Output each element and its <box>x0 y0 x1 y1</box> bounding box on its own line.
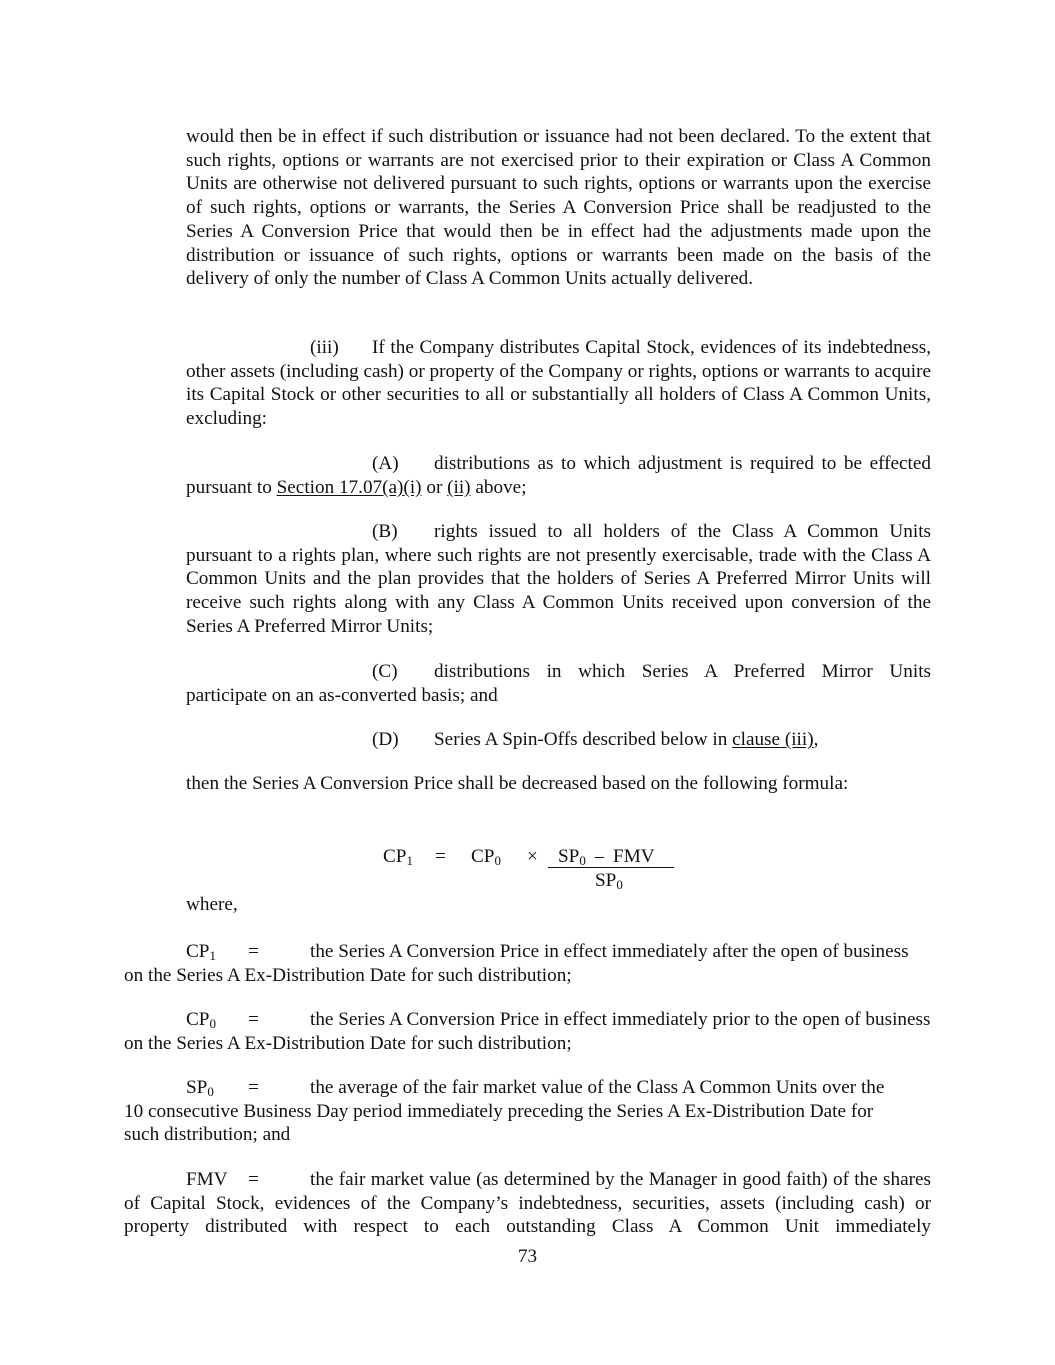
clause-text-a-3: above; <box>470 476 527 498</box>
clause-text-c: distributions in which Series A Preferred Mirror Units participate on an as-converted basis; and <box>186 661 931 706</box>
formula-numerator: $SP_0$ – FMV <box>558 846 655 868</box>
formula-equals: = <box>435 846 446 867</box>
definition-fmv <box>124 1168 931 1239</box>
def-eq-sp0: = <box>248 1077 259 1098</box>
formula-fraction-bar <box>548 867 674 868</box>
formula-times: × <box>527 846 538 867</box>
definition-cp0 <box>124 1008 931 1055</box>
clause-label-b: (B) <box>372 521 398 542</box>
clause-text-iii: If the Company distributes Capital Stock, evidences of its indebtedness, other assets (including cash) or property of the Company or rights, options or warrants to acquire its Capital Stock or other securities to all or substantially all holders of Class A Common Units, excluding: <box>186 337 931 430</box>
paragraph-continuation: would then be in effect if such distribution or issuance had not been declared. To the extent that such rights, options or warrants are not exercised prior to their expiration or Class A Common Units are otherwise not delivered pursuant to such rights, options or warrants upon the exercise of such rights, options or warrants, the Series A Conversion Price shall be readjusted to the Series A Conversion Price that would then be in effect had the adjustments made upon the distribution or issuance of such rights, options or warrants been made on the basis of the delivery of only the number of Class A Common Units actually delivered. <box>186 126 931 290</box>
def-term-cp1: $CP_1$ <box>186 941 216 963</box>
clause-text-b: rights issued to all holders of the Class A Common Units pursuant to a rights plan, where such rights are not presently exercisable, trade with the Class A Common Units and the plan provides that the holders of Series A Preferred Mirror Units will receive such rights along with any Class A Common Units received upon conversion of the Series A Preferred Mirror Units; <box>186 521 931 637</box>
def-text-cp1: the Series A Conversion Price in effect immediately after the open of business on the Series A Ex-Distribution Date for such distribution; <box>124 941 909 986</box>
definition-sp0 <box>124 1076 904 1147</box>
clause-label-iii: (iii) <box>310 337 339 358</box>
formula-cp0: $CP_0$ <box>471 846 501 868</box>
def-eq-cp1: = <box>248 941 259 962</box>
clause-text-a-2: or <box>421 476 448 498</box>
def-eq-cp0: = <box>248 1009 259 1030</box>
formula-cp1: $CP_1$ <box>383 846 413 868</box>
def-eq-fmv: = <box>248 1169 259 1190</box>
clause-text-a-1: distributions as to which adjustment is required to be effected pursuant to <box>186 453 931 498</box>
clause-label-d: (D) <box>372 729 399 750</box>
where-label: where, <box>186 894 238 915</box>
paragraph-b <box>186 520 931 639</box>
paragraph-c <box>186 660 931 707</box>
formula-denominator: $SP_0$ <box>595 870 623 892</box>
paragraph-iii <box>186 336 931 431</box>
definition-cp1 <box>124 940 931 987</box>
clause-label-a: (A) <box>372 453 399 474</box>
def-text-fmv: the fair market value (as determined by the Manager in good faith) of the shares of Capital Stock, evidences of the Company’s indebtedness, securities, assets (including cash) or property distributed with respect to each outstanding Class A Common Unit immediately <box>124 1169 931 1238</box>
def-text-cp0: the Series A Conversion Price in effect immediately prior to the open of business on the Series A Ex-Distribution Date for such distribution; <box>124 1009 931 1054</box>
clause-ii-reference-link[interactable]: (ii) <box>447 476 471 498</box>
def-term-sp0: $SP_0$ <box>186 1077 214 1099</box>
clause-text-d-2: , <box>813 729 819 750</box>
page-number: 73 <box>517 1246 538 1267</box>
section-reference-link[interactable]: Section 17.07(a)(i) <box>276 476 422 498</box>
clause-label-c: (C) <box>372 661 398 682</box>
def-text-sp0: the average of the fair market value of the Class A Common Units over the 10 consecutive Business Day period immediately preceding the Series A Ex-Distribution Date for such distribution; and <box>124 1077 885 1146</box>
clause-text-d-1: Series A Spin-Offs described below in <box>434 729 733 750</box>
formula-intro: then the Series A Conversion Price shall be decreased based on the following formula: <box>186 773 849 794</box>
paragraph-d <box>186 728 931 752</box>
clause-iii-reference-link[interactable]: clause (iii) <box>732 729 814 750</box>
paragraph-a <box>186 452 931 499</box>
def-term-cp0: $CP_0$ <box>186 1009 216 1031</box>
def-term-fmv: FMV <box>186 1169 228 1190</box>
